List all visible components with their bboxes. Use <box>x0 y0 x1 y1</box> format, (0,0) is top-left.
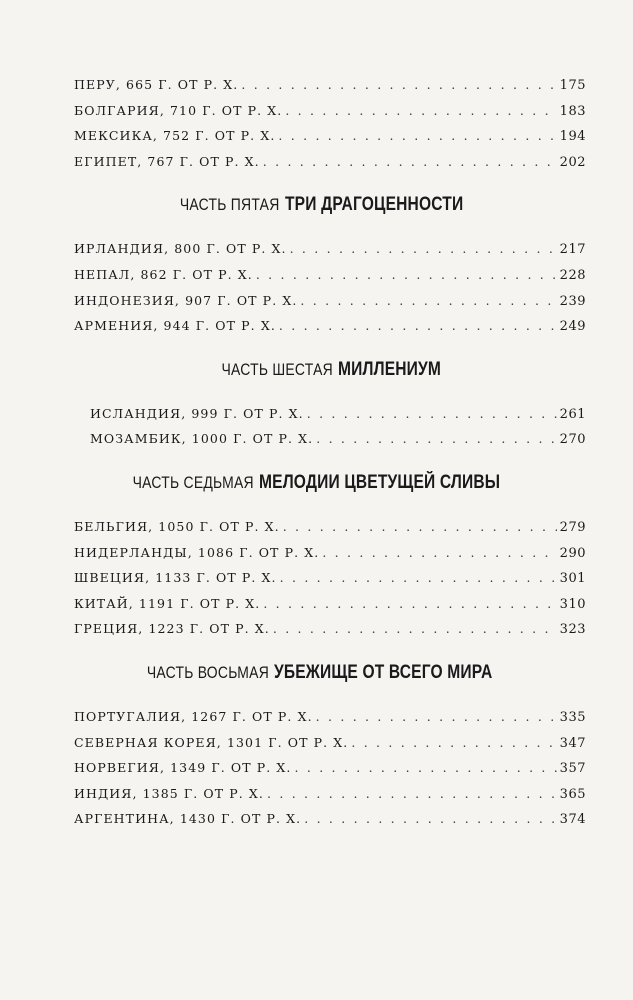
entry-label: ИНДИЯ, 1385 Г. ОТ Р. Х. <box>74 785 265 801</box>
entry-label: БОЛГАРИЯ, 710 Г. ОТ Р. Х. <box>74 102 283 118</box>
leader-dots <box>263 591 556 617</box>
part-number: ЧАСТЬ СЕДЬМАЯ <box>133 472 255 492</box>
part-number: ЧАСТЬ ВОСЬМАЯ <box>146 662 269 682</box>
leader-dots <box>307 401 557 427</box>
entry-label: СЕВЕРНАЯ КОРЕЯ, 1301 Г. ОТ Р. Х. <box>74 734 349 750</box>
part-number: ЧАСТЬ ПЯТАЯ <box>179 195 280 215</box>
intro-entries <box>74 72 586 174</box>
entry-label: НИДЕРЛАНДЫ, 1086 Г. ОТ Р. Х. <box>74 544 320 560</box>
entry-page: 357 <box>559 761 586 777</box>
entry-page: 290 <box>559 545 586 561</box>
section-heading <box>74 189 586 221</box>
entry-label: ПОРТУГАЛИЯ, 1267 Г. ОТ Р. Х. <box>74 708 313 724</box>
entry-page: 301 <box>559 571 586 587</box>
leader-dots <box>280 565 557 591</box>
entry-label: БЕЛЬГИЯ, 1050 Г. ОТ Р. Х. <box>74 518 280 534</box>
entry-label: ИСЛАНДИЯ, 999 Г. ОТ Р. Х. <box>90 405 304 421</box>
toc-entry[interactable] <box>74 616 586 642</box>
entry-label: МЕКСИКА, 752 Г. ОТ Р. Х. <box>74 128 276 144</box>
toc-entry[interactable] <box>74 236 586 262</box>
leader-dots <box>283 514 557 540</box>
leader-dots <box>279 313 557 339</box>
part-title: МЕЛОДИИ ЦВЕТУЩЕЙ СЛИВЫ <box>259 471 501 493</box>
section-entries <box>74 236 586 338</box>
entry-label: НОРВЕГИЯ, 1349 Г. ОТ Р. Х. <box>74 760 292 776</box>
entry-page: 323 <box>559 622 586 638</box>
toc-entry[interactable] <box>74 781 586 807</box>
leader-dots <box>316 426 556 452</box>
entry-page: 239 <box>559 293 586 309</box>
leader-dots <box>263 149 557 175</box>
toc-entry[interactable] <box>74 262 586 288</box>
toc-entry[interactable] <box>74 730 586 756</box>
entry-page: 183 <box>559 103 586 119</box>
toc-entry[interactable] <box>74 72 586 98</box>
entry-page: 310 <box>559 596 586 612</box>
entry-page: 194 <box>559 129 586 145</box>
toc-entry[interactable] <box>74 806 586 832</box>
part-title: УБЕЖИЩЕ ОТ ВСЕГО МИРА <box>273 661 493 683</box>
leader-dots <box>304 806 556 832</box>
leader-dots <box>241 72 556 98</box>
entry-label: ИНДОНЕЗИЯ, 907 Г. ОТ Р. Х. <box>74 292 298 308</box>
toc-entry[interactable] <box>90 401 586 427</box>
entry-page: 335 <box>559 709 586 725</box>
entry-page: 228 <box>559 267 586 283</box>
leader-dots <box>316 704 557 730</box>
toc-entry[interactable] <box>74 591 586 617</box>
entry-page: 249 <box>559 319 586 335</box>
entry-label: ШВЕЦИЯ, 1133 Г. ОТ Р. Х. <box>74 570 277 586</box>
leader-dots <box>322 540 556 566</box>
leader-dots <box>278 123 556 149</box>
section-entries <box>74 514 586 642</box>
section-heading <box>74 354 586 386</box>
leader-dots <box>351 730 556 756</box>
toc-entry[interactable] <box>74 565 586 591</box>
toc-entry[interactable] <box>74 123 586 149</box>
leader-dots <box>273 616 557 642</box>
entry-page: 261 <box>559 406 586 422</box>
entry-label: ИРЛАНДИЯ, 800 Г. ОТ Р. Х. <box>74 241 287 257</box>
entry-label: ГРЕЦИЯ, 1223 Г. ОТ Р. Х. <box>74 621 270 637</box>
entry-page: 347 <box>559 735 586 751</box>
leader-dots <box>295 755 557 781</box>
entry-page: 202 <box>559 154 586 170</box>
entry-page: 217 <box>559 242 586 258</box>
leader-dots <box>256 262 557 288</box>
entry-label: ПЕРУ, 665 Г. ОТ Р. Х. <box>74 77 239 92</box>
toc-entry[interactable] <box>74 514 586 540</box>
table-of-contents <box>74 72 586 832</box>
toc-entry[interactable] <box>74 149 586 175</box>
entry-label: КИТАЙ, 1191 Г. ОТ Р. Х. <box>74 595 261 611</box>
toc-entry[interactable] <box>74 540 586 566</box>
toc-entry[interactable] <box>74 313 586 339</box>
section-heading <box>74 467 586 499</box>
entry-label: АРМЕНИЯ, 944 Г. ОТ Р. Х. <box>74 318 276 334</box>
leader-dots <box>267 781 557 807</box>
entry-label: АРГЕНТИНА, 1430 Г. ОТ Р. Х. <box>74 811 302 827</box>
entry-page: 374 <box>559 812 586 828</box>
entry-label: НЕПАЛ, 862 Г. ОТ Р. Х. <box>74 266 253 282</box>
toc-entry[interactable] <box>90 426 586 452</box>
part-number: ЧАСТЬ ШЕСТАЯ <box>221 359 333 379</box>
toc-entry[interactable] <box>74 288 586 314</box>
section-heading <box>74 657 586 689</box>
entry-page: 279 <box>559 519 586 535</box>
part-title: ТРИ ДРАГОЦЕННОСТИ <box>284 194 463 216</box>
entry-page: 270 <box>559 432 586 448</box>
leader-dots <box>285 98 556 124</box>
toc-entry[interactable] <box>74 704 586 730</box>
toc-entry[interactable] <box>74 98 586 124</box>
entry-page: 365 <box>559 786 586 802</box>
toc-entry[interactable] <box>74 755 586 781</box>
entry-label: ЕГИПЕТ, 767 Г. ОТ Р. Х. <box>74 153 260 169</box>
section-entries <box>74 704 586 832</box>
leader-dots <box>290 236 557 262</box>
leader-dots <box>300 288 556 314</box>
entry-page: 175 <box>559 78 586 93</box>
section-entries <box>74 401 586 452</box>
entry-label: МОЗАМБИК, 1000 Г. ОТ Р. Х. <box>90 431 314 447</box>
part-title: МИЛЛЕНИУМ <box>337 358 441 380</box>
